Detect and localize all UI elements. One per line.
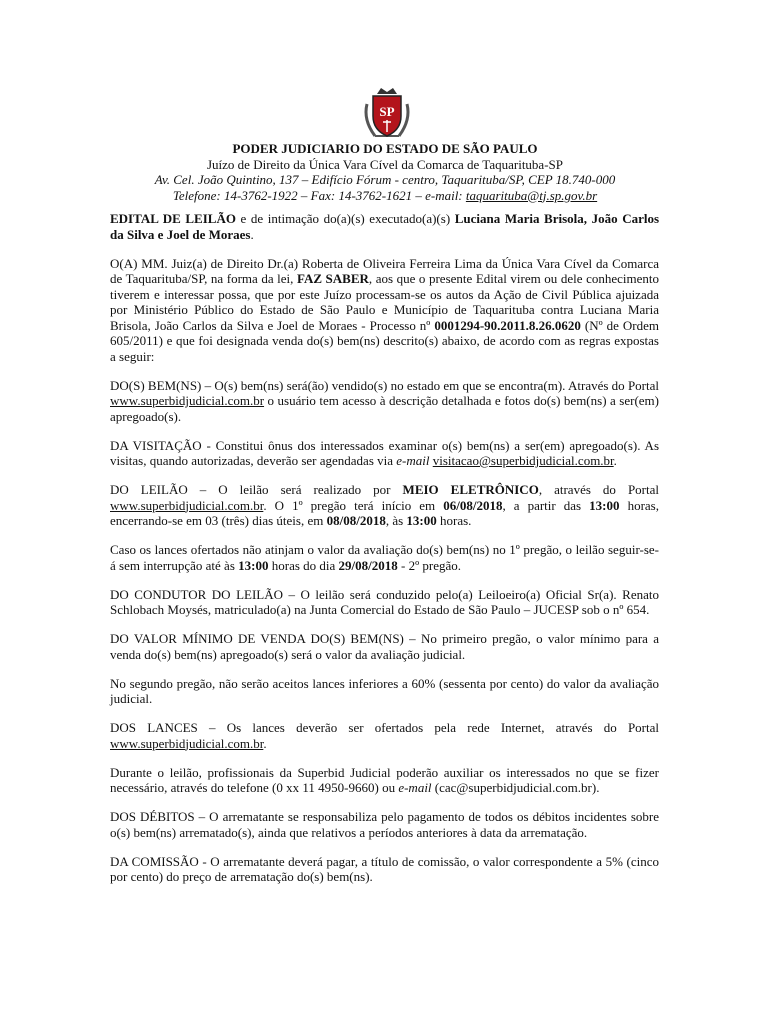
second-auction-date: 29/08/2018 [338, 557, 398, 573]
portal-link[interactable]: www.superbidjudicial.com.br [110, 735, 264, 751]
edital-title: EDITAL DE LEILÃO [110, 211, 236, 226]
paragraph-valor-minimo: DO VALOR MÍNIMO DE VENDA DO(S) BEM(NS) – No primeiro pregão, o valor mínimo para a venda do(s) bem(ns) apregoado(s) será o valor da avaliação judicial. [110, 631, 659, 662]
executed-names: Luciana Maria Brisola, João Carlos da Silva e Joel de Moraes [110, 211, 660, 242]
paragraph-comissao: DA COMISSÃO - O arrematante deverá pagar, a título de comissão, o valor correspondente a 5% (cinco por cento) do preço de arrematação do(s) bem(ns). [110, 853, 659, 884]
portal-link[interactable]: www.superbidjudicial.com.br [110, 393, 265, 408]
paragraph-debitos: DOS DÉBITOS – O arrematante se responsabiliza pelo pagamento de todos os débitos incidentes sobre o(s) bem(ns) arrematado(s), ainda que relativos a períodos anteriores à data da arrematação. [110, 809, 659, 840]
portal-link[interactable]: www.superbidjudicial.com.br [110, 497, 264, 513]
paragraph-visitacao: DA VISITAÇÃO - Constitui ônus dos interessados examinar o(s) bem(ns) a ser(em) apregoado(s). As visitas, quando autorizadas, deverão ser agendadas via e-mail visitacao@superbidjudicial.com.br. [110, 437, 659, 468]
court-contact [100, 188, 670, 204]
paragraph-condutor: DO CONDUTOR DO LEILÃO – O leilão será conduzido pelo(a) Leiloeiro(a) Oficial Sr(a). Renato Schlobach Moysés, matriculado(a) na Junta Comercial do Estado de São Paulo – JUCESP sob o nº 654. [110, 586, 659, 617]
seal-lettering: SP [379, 104, 395, 119]
contact-phones: Telefone: 14-3762-1922 – Fax: 14-3762-1621 – e-mail: [172, 187, 466, 203]
process-number: 0001294-90.2011.8.26.0620 [434, 317, 581, 333]
meio-eletronico: MEIO ELETRÔNICO [402, 482, 539, 497]
paragraph-segundo-pregao: No segundo pregão, não serão aceitos lances inferiores a 60% (sessenta por cento) do valor da avaliação judicial. [110, 675, 659, 706]
court-email-link[interactable]: taquarituba@tj.sp.gov.br [465, 187, 598, 203]
paragraph-suporte: Durante o leilão, profissionais da Superbid Judicial poderão auxiliar os interessados no que se fizer necessário, através do telefone (0 xx 11 4950-9660) ou e-mail (cac@superbidjudicial.com.br). [110, 764, 659, 795]
sao-paulo-coat-of-arms-icon [361, 86, 413, 142]
paragraph-second-auction: Caso os lances ofertados não atinjam o valor da avaliação do(s) bem(ns) no 1º pregão, o leilão seguir-se-á sem interrupção até às 13:00 horas do dia 29/08/2018 - 2º pregão. [110, 542, 659, 573]
court-title: PODER JUDICIARIO DO ESTADO DE SÃO PAULO [232, 141, 538, 156]
first-auction-end-date: 08/08/2018 [326, 513, 386, 528]
edital-body [110, 211, 659, 898]
visitacao-email-link[interactable]: visitacao@superbidjudicial.com.br [432, 453, 614, 468]
court-header [100, 141, 670, 203]
court-address: Av. Cel. João Quintino, 137 – Edifício Fórum - centro, Taquarituba/SP, CEP 18.740-000 [154, 172, 616, 187]
edital-intro: EDITAL DE LEILÃO e de intimação do(a)(s) executado(a)(s) Luciana Maria Brisola, João Carlos da Silva e Joel de Moraes. [110, 211, 660, 242]
paragraph-leilao: DO LEILÃO – O leilão será realizado por MEIO ELETRÔNICO, através do Portal www.superbidjudicial.com.br. O 1º pregão terá início em 06/08/2018, a partir das 13:00 horas, encerrando-se em 03 (três) dias úteis, em 08/08/2018, às 13:00 horas. [110, 482, 659, 528]
paragraph-bens: DO(S) BEM(NS) – O(s) bem(ns) será(ão) vendido(s) no estado em que se encontra(m). Através do Portal www.superbidjudicial.com.br o usuário tem acesso à descrição detalhada e fotos do(s) bem(ns) a ser(em) apregoado(s). [110, 377, 659, 424]
first-auction-date: 06/08/2018 [443, 497, 503, 513]
faz-saber: FAZ SABER [296, 271, 369, 286]
court-name: Juízo de Direito da Única Vara Cível da Comarca de Taquarituba-SP [206, 156, 563, 172]
paragraph-lances: DOS LANCES – Os lances deverão ser ofertados pela rede Internet, através do Portal www.superbidjudicial.com.br. [110, 720, 659, 751]
paragraph-judge: O(A) MM. Juiz(a) de Direito Dr.(a) Roberta de Oliveira Ferreira Lima da Única Vara Cível da Comarca de Taquarituba/SP, na forma da lei, FAZ SABER, aos que o presente Edital virem ou dele conhecimento tiverem e interessar possa, que por este Juízo processam-se os autos da Ação de Civil Pública ajuizada por Ministério Público do Estado de São Paulo e Município de Taquarituba contra Luciana Maria Brisola, João Carlos da Silva e Joel de Moraes - Processo nº 0001294-90.2011.8.26.0620 (Nº de Ordem 605/2011) e que foi designada venda do(s) bem(ns) descrito(s) abaixo, de acordo com as regras expostas a seguir: [110, 255, 659, 364]
